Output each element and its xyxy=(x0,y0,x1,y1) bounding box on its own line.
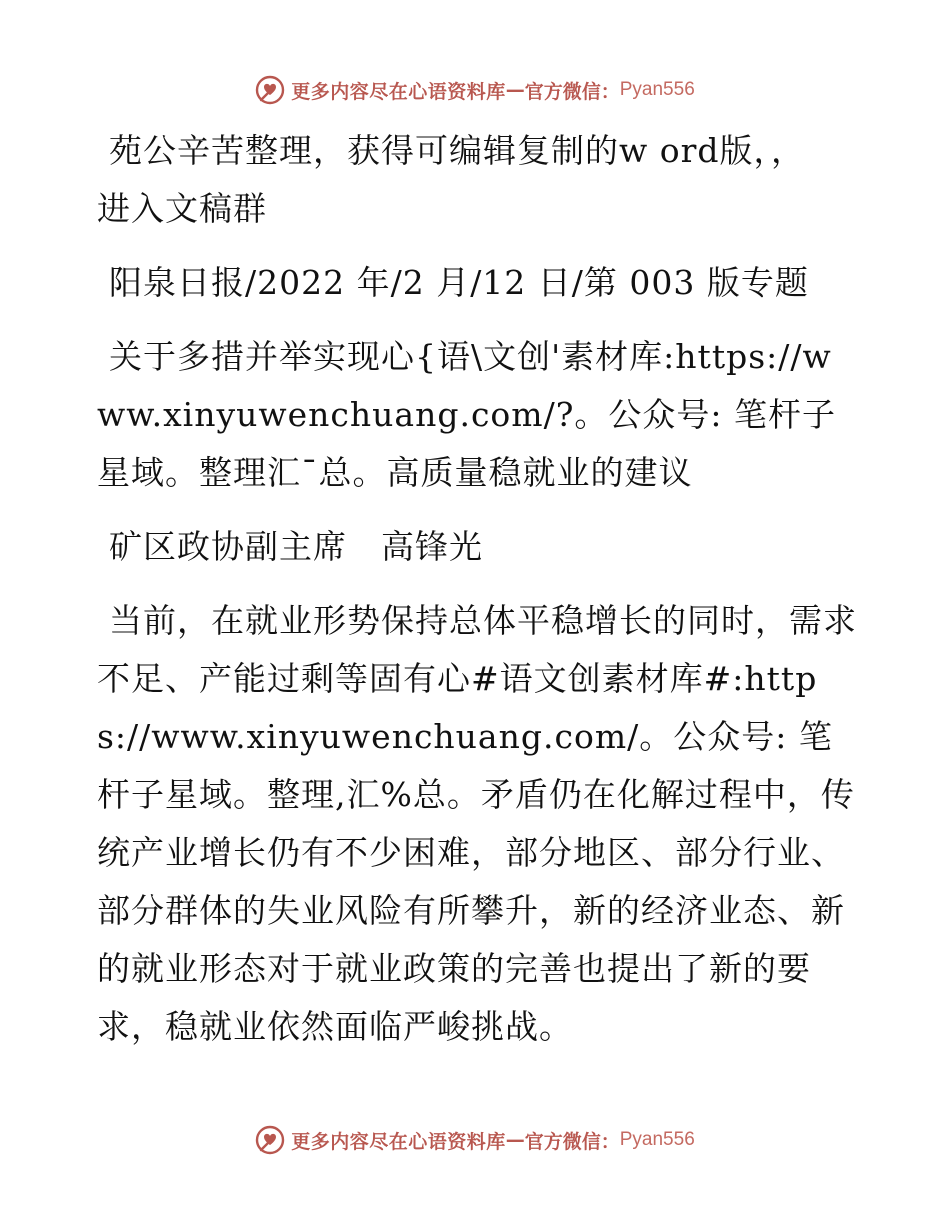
heart-pen-icon xyxy=(255,1125,285,1155)
banner-slogan: 更多内容尽在心语资料库 xyxy=(291,80,506,103)
footer-banner xyxy=(0,1120,950,1160)
article-title: 关于多措并举实现心{语\文创'素材库:https://www.xinyuwenchuang.com/?。公众号: 笔杆子星域。整理汇¯总。高质量稳就业的建议 xyxy=(97,337,837,492)
document-body xyxy=(97,122,857,1072)
body-paragraph: 当前，在就业形势保持总体平稳增长的同时，需求不足、产能过剩等固有心#语文创素材库#:https://www.xinyuwenchuang.com/。公众号: 笔杆子星域。整理,汇%总。矛盾仍在化解过程中，传统产业增长仍有不少困难，部分地区、部分行业、部分群体的失业风险有所攀升，新的经济业态、新的就业形态对于就业政策的完善也提出了新的要求，稳就业依然面临严峻挑战。 xyxy=(97,601,857,1046)
banner-dash: — xyxy=(505,79,525,101)
footer-slogan: 更多内容尽在心语资料库 xyxy=(291,1130,506,1153)
intro-line-2: 进入文稿群 xyxy=(97,189,267,228)
intro-paragraph xyxy=(97,122,857,238)
source-line: 阳泉日报/2022 年/2 月/12 日/第 003 版专题 xyxy=(109,263,809,302)
banner-contact-label: 官方微信： xyxy=(524,80,620,103)
footer-wechat-id: Pyan556 xyxy=(619,1129,695,1150)
footer-dash: — xyxy=(505,1129,525,1151)
heart-pen-icon xyxy=(255,75,285,105)
banner-wechat-id: Pyan556 xyxy=(619,79,695,100)
author-line: 矿区政协副主席 高锋光 xyxy=(109,527,483,566)
header-banner xyxy=(0,70,950,110)
footer-contact-label: 官方微信： xyxy=(524,1130,620,1153)
intro-line-1: 苑公辛苦整理，获得可编辑复制的w ord版，， xyxy=(109,131,806,170)
